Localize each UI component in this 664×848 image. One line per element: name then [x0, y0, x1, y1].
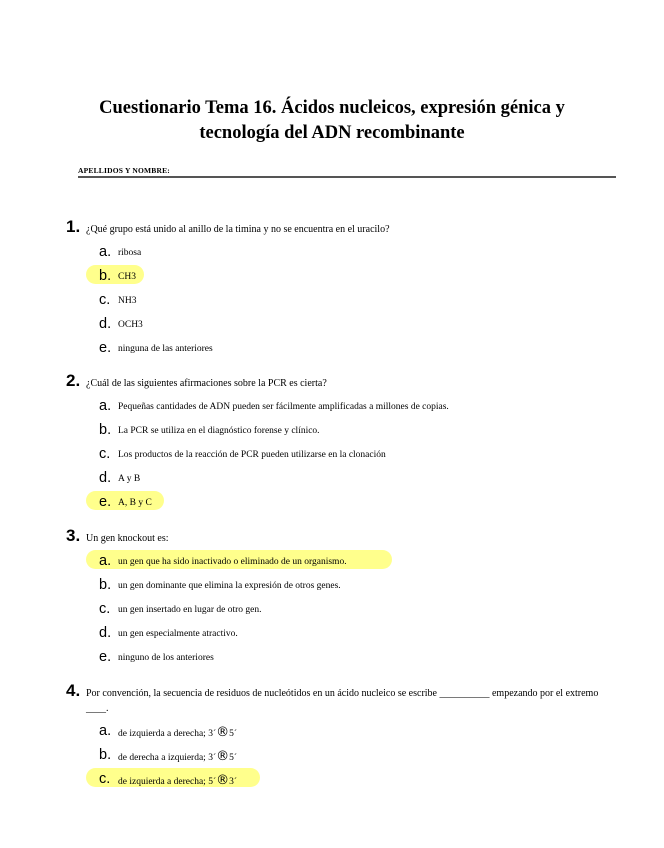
- option-c[interactable]: [96, 289, 618, 313]
- option-text: CH3: [118, 272, 136, 282]
- option-text: un gen dominante que elimina la expresión de otros genes.: [118, 581, 341, 591]
- option-text: ninguno de los anteriores: [118, 653, 214, 663]
- direction-text: de izquierda a derecha; 3´: [118, 729, 217, 739]
- option-d[interactable]: [96, 467, 618, 491]
- question-text: ¿Qué grupo está unido al anillo de la timina y no se encuentra en el uracilo?: [86, 224, 390, 235]
- registered-symbol: ®: [216, 725, 230, 740]
- option-a[interactable]: [96, 395, 618, 419]
- option-e[interactable]: [96, 646, 618, 670]
- direction-text: de derecha a izquierda; 3´: [118, 753, 217, 763]
- option-letter: b.: [99, 422, 112, 438]
- option-b[interactable]: [96, 574, 618, 598]
- question-3: [66, 526, 618, 670]
- option-text: NH3: [118, 296, 137, 306]
- option-text: ninguna de las anteriores: [118, 344, 213, 354]
- option-letter: e.: [99, 494, 112, 510]
- question-2: [66, 371, 618, 515]
- question-1: [66, 217, 618, 361]
- question-4: [66, 681, 618, 792]
- option-text: [118, 774, 237, 789]
- option-text: [118, 750, 237, 765]
- option-c[interactable]: [96, 768, 618, 792]
- option-letter: b.: [99, 577, 112, 593]
- end-label: 5´: [229, 729, 238, 739]
- registered-symbol: ®: [216, 773, 230, 788]
- option-b[interactable]: [96, 744, 618, 768]
- direction-text: de izquierda a derecha; 5´: [118, 777, 217, 787]
- option-c[interactable]: [96, 443, 618, 467]
- option-letter: e.: [99, 340, 112, 356]
- option-letter: a.: [99, 553, 112, 569]
- option-letter: c.: [99, 601, 111, 617]
- question-header: [66, 217, 618, 237]
- question-number: 4.: [66, 681, 81, 700]
- question-text: ¿Cuál de las siguientes afirmaciones sobre la PCR es cierta?: [86, 378, 327, 389]
- option-text: La PCR se utiliza en el diagnóstico forense y clínico.: [118, 426, 320, 436]
- end-label: 5´: [229, 753, 238, 763]
- question-text: Un gen knockout es:: [86, 533, 169, 544]
- option-list: [66, 720, 618, 792]
- option-b[interactable]: [96, 265, 618, 289]
- option-a[interactable]: [96, 550, 618, 574]
- option-text: [118, 726, 237, 741]
- option-b[interactable]: [96, 419, 618, 443]
- option-d[interactable]: [96, 313, 618, 337]
- option-list: [66, 395, 618, 515]
- option-letter: d.: [99, 316, 112, 332]
- option-text: A y B: [118, 474, 141, 484]
- option-e[interactable]: [96, 337, 618, 361]
- name-field-line: [78, 176, 616, 178]
- option-c[interactable]: [96, 598, 618, 622]
- option-letter: d.: [99, 625, 112, 641]
- question-header: [66, 526, 618, 546]
- option-e[interactable]: [96, 491, 618, 515]
- name-field-label: APELLIDOS Y NOMBRE:: [78, 166, 171, 175]
- option-letter: c.: [99, 446, 111, 462]
- title-line-1: Cuestionario Tema 16. Ácidos nucleicos, expresión génica y: [99, 98, 565, 118]
- option-letter: d.: [99, 470, 112, 486]
- question-number: 3.: [66, 526, 81, 545]
- registered-symbol: ®: [216, 749, 230, 764]
- option-letter: b.: [99, 747, 112, 763]
- option-letter: e.: [99, 649, 112, 665]
- option-text: un gen que ha sido inactivado o eliminado de un organismo.: [118, 557, 347, 567]
- option-d[interactable]: [96, 622, 618, 646]
- option-letter: b.: [99, 268, 112, 284]
- option-a[interactable]: [96, 241, 618, 265]
- option-text: un gen especialmente atractivo.: [118, 629, 238, 639]
- option-list: [66, 241, 618, 361]
- option-letter: a.: [99, 244, 112, 260]
- question-text: Por convención, la secuencia de residuos de nucleótidos en un ácido nucleico se escribe __________ empezando por el extremo ____.: [86, 688, 599, 714]
- question-header: [66, 681, 618, 716]
- option-text: A, B y C: [118, 498, 152, 508]
- option-text: Los productos de la reacción de PCR pueden utilizarse en la clonación: [118, 450, 386, 460]
- option-a[interactable]: [96, 720, 618, 744]
- question-header: [66, 371, 618, 391]
- option-letter: c.: [99, 771, 111, 787]
- title-line-2: tecnología del ADN recombinante: [199, 123, 465, 143]
- page-title: [60, 96, 604, 146]
- option-text: Pequeñas cantidades de ADN pueden ser fácilmente amplificadas a millones de copias.: [118, 402, 449, 412]
- option-text: ribosa: [118, 248, 142, 258]
- end-label: 3´: [229, 777, 238, 787]
- option-letter: a.: [99, 723, 112, 739]
- option-text: un gen insertado en lugar de otro gen.: [118, 605, 262, 615]
- question-number: 2.: [66, 371, 81, 390]
- option-list: [66, 550, 618, 670]
- option-text: OCH3: [118, 320, 143, 330]
- option-letter: c.: [99, 292, 111, 308]
- question-number: 1.: [66, 217, 81, 236]
- option-letter: a.: [99, 398, 112, 414]
